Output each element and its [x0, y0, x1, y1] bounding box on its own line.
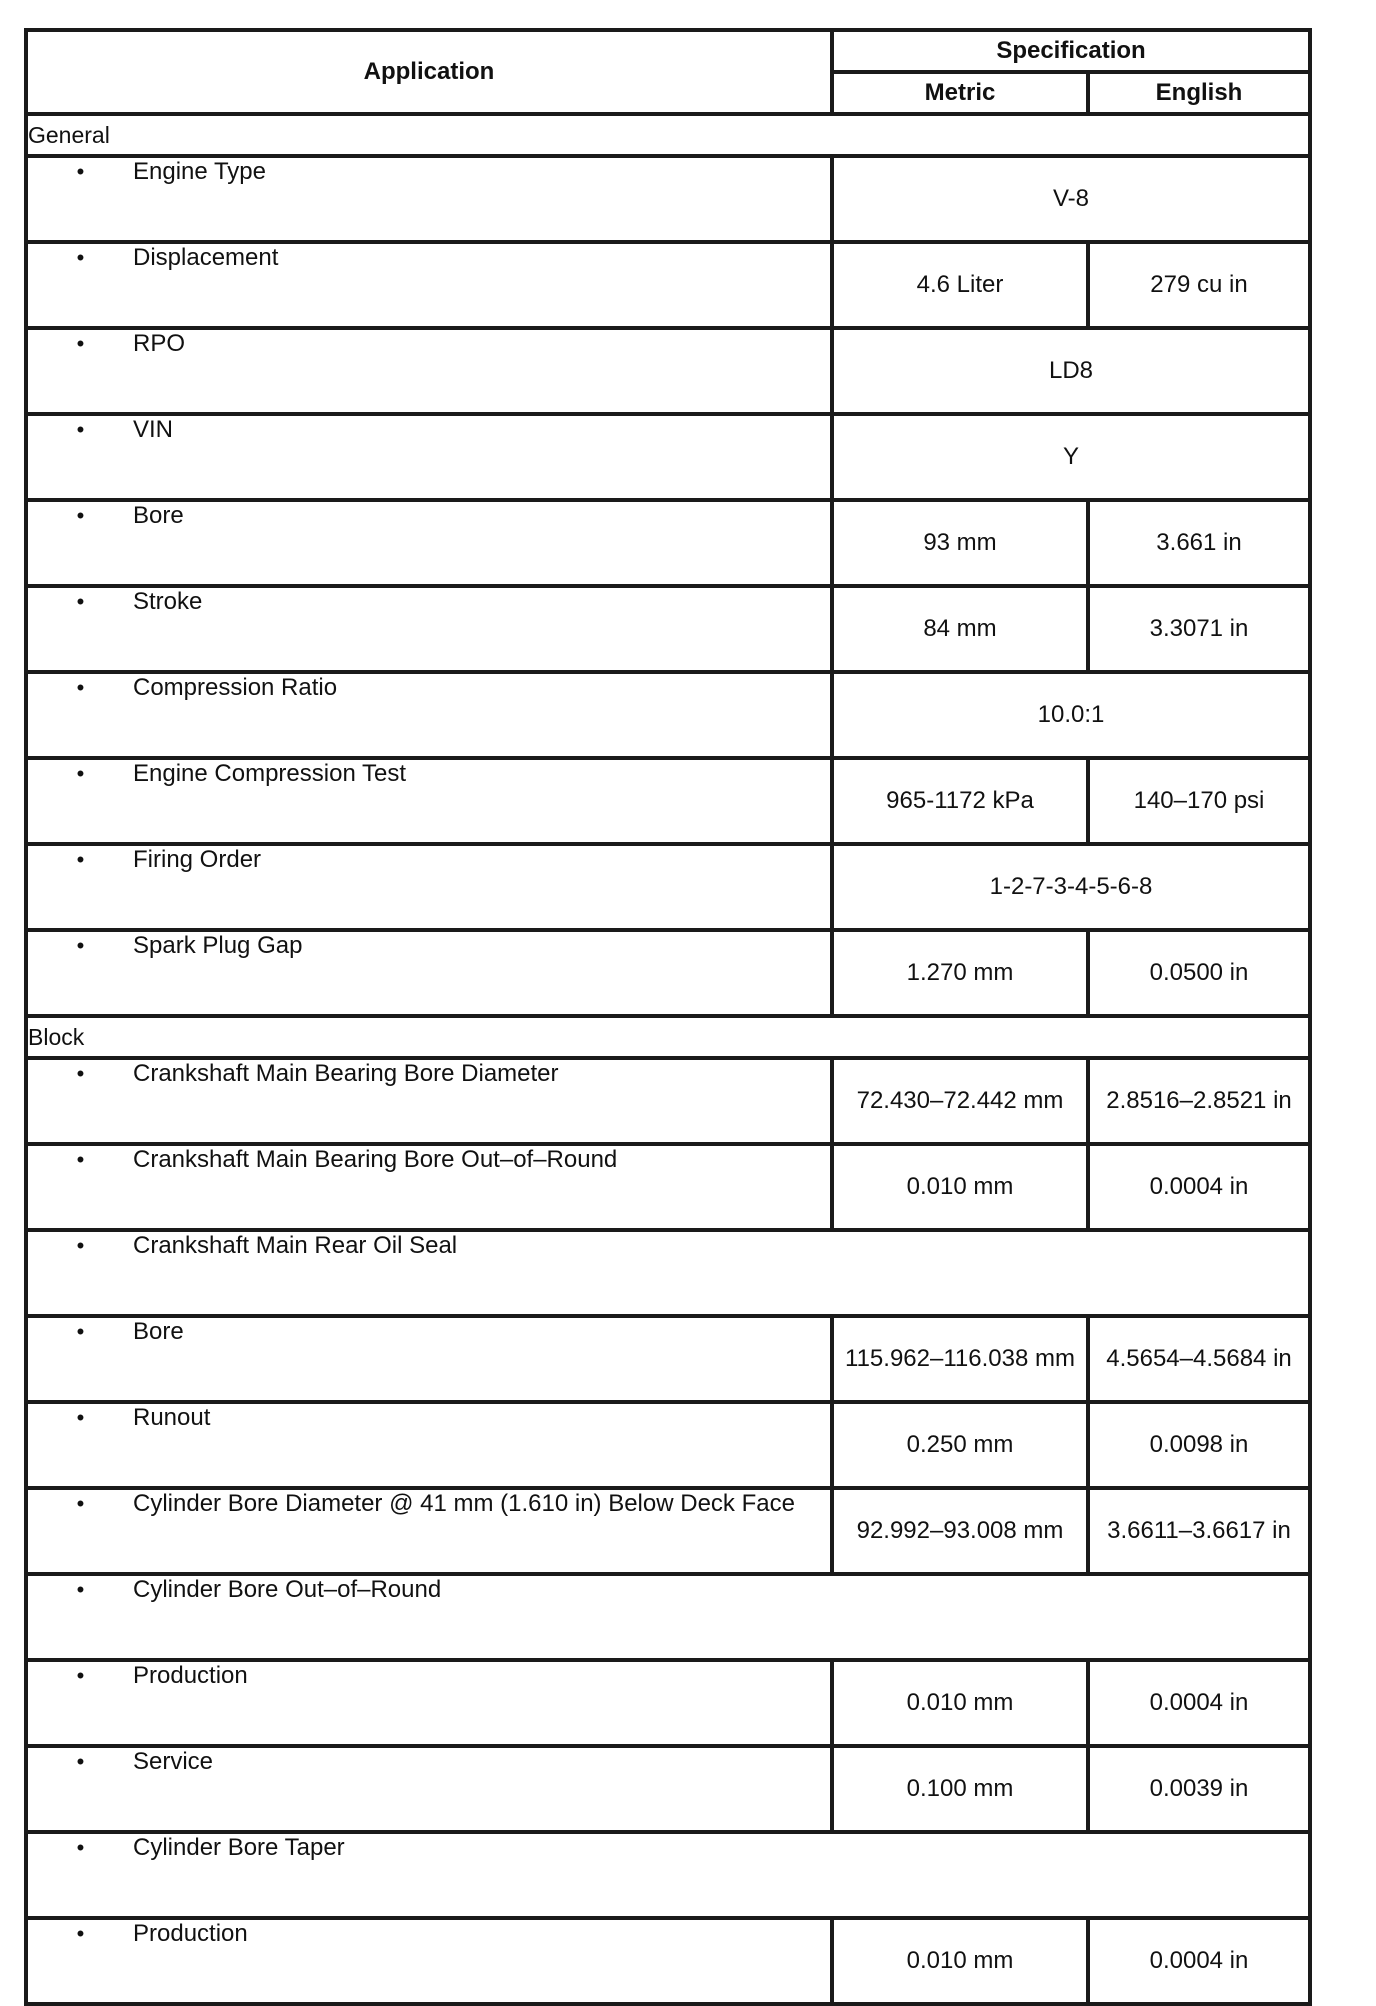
- application-header: Application: [26, 30, 832, 114]
- bullet-icon: •: [76, 847, 85, 872]
- metric-value: 1.270 mm: [832, 930, 1088, 1016]
- spec-value: LD8: [832, 328, 1310, 414]
- application-cell: [26, 1316, 832, 1402]
- metric-value: 92.992–93.008 mm: [832, 1488, 1088, 1574]
- application-label: RPO: [133, 330, 186, 357]
- table-row: [26, 586, 1310, 672]
- application-label: Engine Compression Test: [133, 760, 407, 787]
- bullet-icon: •: [76, 417, 85, 442]
- application-label: Bore: [133, 502, 184, 529]
- section-row: [26, 1016, 1310, 1058]
- table-row: [26, 414, 1310, 500]
- metric-value: 0.010 mm: [832, 1660, 1088, 1746]
- application-cell: [26, 242, 832, 328]
- english-value: 140–170 psi: [1088, 758, 1310, 844]
- bullet-icon: •: [76, 503, 85, 528]
- bullet-icon: •: [76, 1233, 85, 1258]
- spec-value: Y: [832, 414, 1310, 500]
- bullet-icon: •: [76, 1405, 85, 1430]
- application-label: Cylinder Bore Diameter @ 41 mm (1.610 in) Below Deck Face: [133, 1490, 795, 1517]
- table-row: [26, 1488, 1310, 1574]
- bullet-icon: •: [76, 933, 85, 958]
- bullet-icon: •: [76, 589, 85, 614]
- english-value: 0.0004 in: [1088, 1144, 1310, 1230]
- application-cell: [26, 1402, 832, 1488]
- bullet-icon: •: [76, 1319, 85, 1344]
- bullet-icon: •: [76, 159, 85, 184]
- metric-value: 0.100 mm: [832, 1746, 1088, 1832]
- english-value: 3.6611–3.6617 in: [1088, 1488, 1310, 1574]
- application-cell: [26, 758, 832, 844]
- bullet-icon: •: [76, 331, 85, 356]
- application-label: Crankshaft Main Rear Oil Seal: [133, 1232, 458, 1259]
- application-cell: [26, 930, 832, 1016]
- application-cell: [26, 1918, 832, 2004]
- table-row: [26, 1574, 1310, 1660]
- application-cell: [26, 414, 832, 500]
- bullet-icon: •: [76, 245, 85, 270]
- metric-header: Metric: [832, 72, 1088, 114]
- application-cell: [26, 500, 832, 586]
- application-label: VIN: [133, 416, 174, 443]
- table-row: [26, 1144, 1310, 1230]
- application-label: Compression Ratio: [133, 674, 338, 701]
- section-label: Block: [26, 1016, 1310, 1058]
- table-row: [26, 1402, 1310, 1488]
- metric-value: 0.250 mm: [832, 1402, 1088, 1488]
- table-row: [26, 1660, 1310, 1746]
- table-row: [26, 1832, 1310, 1918]
- application-label: Stroke: [133, 588, 203, 615]
- bullet-icon: •: [76, 761, 85, 786]
- english-value: 0.0098 in: [1088, 1402, 1310, 1488]
- metric-value: 115.962–116.038 mm: [832, 1316, 1088, 1402]
- table-row: [26, 1230, 1310, 1316]
- bullet-icon: •: [76, 675, 85, 700]
- application-cell: [26, 1488, 832, 1574]
- metric-value: 965-1172 kPa: [832, 758, 1088, 844]
- metric-value: 72.430–72.442 mm: [832, 1058, 1088, 1144]
- application-label: Service: [133, 1748, 214, 1775]
- spec-value: 10.0:1: [832, 672, 1310, 758]
- table-row: [26, 1058, 1310, 1144]
- english-value: 279 cu in: [1088, 242, 1310, 328]
- table-row: [26, 1316, 1310, 1402]
- english-value: 4.5654–4.5684 in: [1088, 1316, 1310, 1402]
- bullet-icon: •: [76, 1491, 85, 1516]
- application-label: Firing Order: [133, 846, 262, 873]
- table-row: [26, 844, 1310, 930]
- application-cell: [26, 1746, 832, 1832]
- application-label: Crankshaft Main Bearing Bore Diameter: [133, 1060, 559, 1087]
- bullet-icon: •: [76, 1577, 85, 1602]
- table-row: [26, 1746, 1310, 1832]
- table-row: [26, 156, 1310, 242]
- english-value: 2.8516–2.8521 in: [1088, 1058, 1310, 1144]
- metric-value: 0.010 mm: [832, 1144, 1088, 1230]
- application-label: Spark Plug Gap: [133, 932, 303, 959]
- english-value: 0.0004 in: [1088, 1918, 1310, 2004]
- english-value: 0.0004 in: [1088, 1660, 1310, 1746]
- application-cell: [26, 672, 832, 758]
- metric-value: 0.010 mm: [832, 1918, 1088, 2004]
- english-value: 3.3071 in: [1088, 586, 1310, 672]
- application-cell: [26, 844, 832, 930]
- specification-table: [24, 28, 1312, 2006]
- application-label: Cylinder Bore Out–of–Round: [133, 1576, 442, 1603]
- bullet-icon: •: [76, 1835, 85, 1860]
- english-value: 0.0500 in: [1088, 930, 1310, 1016]
- application-label: Production: [133, 1662, 248, 1689]
- section-row: [26, 114, 1310, 156]
- application-label: Crankshaft Main Bearing Bore Out–of–Round: [133, 1146, 618, 1173]
- bullet-icon: •: [76, 1749, 85, 1774]
- spec-value: V-8: [832, 156, 1310, 242]
- application-cell: [26, 1058, 832, 1144]
- table-row: [26, 758, 1310, 844]
- bullet-icon: •: [76, 1061, 85, 1086]
- spec-body: [26, 114, 1310, 2004]
- table-row: [26, 500, 1310, 586]
- application-cell: [26, 1832, 1310, 1918]
- application-cell: [26, 156, 832, 242]
- english-value: 3.661 in: [1088, 500, 1310, 586]
- metric-value: 4.6 Liter: [832, 242, 1088, 328]
- application-cell: [26, 1660, 832, 1746]
- application-cell: [26, 586, 832, 672]
- table-row: [26, 242, 1310, 328]
- application-cell: [26, 328, 832, 414]
- table-row: [26, 328, 1310, 414]
- table-row: [26, 1918, 1310, 2004]
- metric-value: 93 mm: [832, 500, 1088, 586]
- spec-value: 1-2-7-3-4-5-6-8: [832, 844, 1310, 930]
- application-label: Bore: [133, 1318, 184, 1345]
- application-cell: [26, 1574, 1310, 1660]
- metric-value: 84 mm: [832, 586, 1088, 672]
- section-label: General: [26, 114, 1310, 156]
- english-header: English: [1088, 72, 1310, 114]
- application-label: Production: [133, 1920, 248, 1947]
- application-label: Runout: [133, 1404, 211, 1431]
- table-row: [26, 672, 1310, 758]
- bullet-icon: •: [76, 1147, 85, 1172]
- application-label: Displacement: [133, 244, 279, 271]
- table-row: [26, 930, 1310, 1016]
- english-value: 0.0039 in: [1088, 1746, 1310, 1832]
- bullet-icon: •: [76, 1921, 85, 1946]
- bullet-icon: •: [76, 1663, 85, 1688]
- application-cell: [26, 1144, 832, 1230]
- application-label: Engine Type: [133, 158, 266, 185]
- application-cell: [26, 1230, 1310, 1316]
- application-label: Cylinder Bore Taper: [133, 1834, 345, 1861]
- specification-header: Specification: [832, 30, 1310, 72]
